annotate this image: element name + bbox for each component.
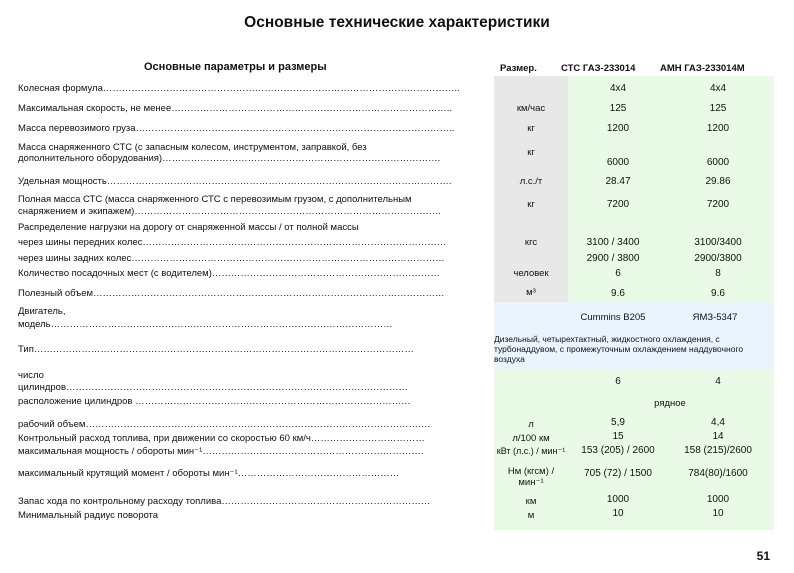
gross-mass-v1: 7200: [606, 199, 630, 210]
fuel-consumption-label: Контрольный расход топлива, при движении со скоростью 60 км/ч………………………………: [18, 433, 425, 444]
axle-load-label-2: через шины передних колес……………………………………………………………………………………: [18, 237, 447, 248]
unit-header: Размер.: [500, 63, 537, 74]
curb-mass-label-2: дополнительного оборудования)…………………………………………………………………………….: [18, 153, 441, 164]
specific-power-v2: 29.86: [705, 176, 731, 187]
cargo-mass-v1: 1200: [606, 123, 630, 134]
gross-mass-label-1: Полная масса СТС (масса снаряженного СТС с перевозимым грузом, с дополнительным: [18, 194, 412, 205]
curb-mass-v1: 6000: [606, 157, 630, 168]
specific-power-unit: л.с./т: [519, 176, 543, 187]
max-speed-label: Максимальная скорость, не менее……………………………………………………………………………..: [18, 103, 453, 114]
cylinders-v2: 4: [715, 376, 721, 387]
axle-load-label-3: через шины задних колес………………………………………………………………………………………: [18, 253, 445, 264]
max-torque-v2: 784(80)/1600: [688, 468, 748, 479]
useful-volume-v2: 9.6: [711, 288, 725, 299]
turning-radius-v1: 10: [612, 508, 624, 519]
cylinder-layout-value: рядное: [654, 398, 686, 409]
cylinders-label-1: число: [18, 370, 44, 381]
axle-load-label-1: Распределение нагрузки на дорогу от снаряженной массы / от полной массы: [18, 222, 359, 233]
gross-mass-unit: кг: [527, 199, 535, 210]
col2-header: АМН ГАЗ-233014М: [660, 63, 745, 74]
curb-mass-label-1: Масса снаряженного СТС (с запасным колесом, инструментом, заправкой, без: [18, 142, 367, 153]
fuel-consumption-v1: 15: [612, 431, 624, 442]
max-torque-label: максимальный крутящий момент / обороты мин⁻¹……………………………………………: [18, 468, 400, 479]
wheel-formula-v1: 4x4: [609, 83, 627, 94]
max-torque-v1: 705 (72) / 1500: [584, 468, 652, 479]
gross-mass-v2: 7200: [706, 199, 730, 210]
displacement-unit: л: [528, 419, 534, 430]
cargo-mass-label: Масса перевозимого груза………………………………………………………………………………………..: [18, 123, 455, 134]
turning-radius-unit: м: [527, 510, 535, 521]
seats-unit: человек: [513, 268, 549, 279]
cargo-mass-v2: 1200: [706, 123, 730, 134]
fuel-consumption-unit: л/100 км: [512, 433, 550, 444]
axle-load-unit: кгс: [524, 237, 538, 248]
fuel-consumption-v2: 14: [712, 431, 724, 442]
curb-mass-v2: 6000: [706, 157, 730, 168]
useful-volume-label: Полезный объем…………………………………………………………………………………………………: [18, 288, 445, 299]
max-speed-v2: 125: [709, 103, 727, 114]
axle-front-v2: 3100/3400: [694, 237, 742, 248]
col1-header: СТС ГАЗ-233014: [561, 63, 636, 74]
useful-volume-v1: 9.6: [611, 288, 625, 299]
displacement-v1: 5,9: [611, 417, 625, 428]
seats-label: Количество посадочных мест (с водителем)………………………………………………………………: [18, 268, 440, 279]
cargo-mass-unit: кг: [527, 123, 535, 134]
cylinders-v1: 6: [615, 376, 621, 387]
seats-v2: 8: [715, 268, 721, 279]
useful-volume-unit: м³: [526, 287, 536, 298]
max-torque-unit: Нм (кгсм) / мин⁻¹: [507, 466, 555, 488]
range-unit: км: [525, 496, 537, 507]
turning-radius-label: Минимальный радиус поворота: [18, 510, 159, 521]
axle-rear-v1: 2900 / 3800: [586, 253, 640, 264]
curb-mass-unit: кг: [527, 147, 535, 158]
axle-rear-v2: 2900/3800: [694, 253, 742, 264]
seats-v1: 6: [615, 268, 621, 279]
displacement-label: рабочий объем……………………………………………………………………………………………….: [18, 419, 431, 430]
engine-type-label: Тип…………………………………………………………………………………………………………: [18, 344, 414, 355]
axle-front-v1: 3100 / 3400: [586, 237, 640, 248]
page-title: Основные технические характеристики: [244, 14, 550, 31]
range-v2: 1000: [706, 494, 730, 505]
range-label: Запас хода по контрольному расходу топлива…………………………………………………………: [18, 496, 431, 507]
engine-model-v2: ЯМЗ-5347: [692, 312, 738, 323]
max-speed-unit: км/час: [516, 103, 546, 114]
max-power-v2: 158 (215)/2600: [684, 445, 752, 456]
max-speed-v1: 125: [609, 103, 627, 114]
wheel-formula-label: Колесная формула…………………………………………………………………………………………………..: [18, 83, 460, 94]
gross-mass-label-2: снаряжением и экипажем)…………………………………………………………………………………….: [18, 206, 441, 217]
specific-power-v1: 28.47: [605, 176, 631, 187]
max-power-label: максимальная мощность / обороты мин⁻¹…………………………………………………………….: [18, 446, 424, 457]
engine-label-1: Двигатель,: [18, 306, 66, 317]
page-number: 51: [756, 549, 770, 563]
specific-power-label: Удельная мощность……………………………………………………………………………………………….: [18, 176, 452, 187]
range-v1: 1000: [606, 494, 630, 505]
engine-model-label: модель………………………………………………………………………………………………: [18, 319, 393, 330]
wheel-formula-v2: 4x4: [709, 83, 727, 94]
displacement-v2: 4,4: [711, 417, 725, 428]
engine-type-value: Дизельный, четырехтактный, жидкостного охлаждения, с турбонаддувом, с промежуточным охлаждением наддувочного воздуха: [494, 334, 744, 364]
cylinder-layout-label: расположение цилиндров ……………………………………………………………………………: [18, 396, 411, 407]
section-subtitle: Основные параметры и размеры: [144, 61, 327, 73]
engine-model-v1: Cummins B205: [580, 312, 646, 323]
cylinders-label-2: цилиндров………………………………………………………………………………………………: [18, 382, 409, 393]
max-power-v1: 153 (205) / 2600: [581, 445, 655, 456]
max-power-unit: кВт (л.с.) / мин⁻¹: [496, 446, 566, 456]
turning-radius-v2: 10: [712, 508, 724, 519]
